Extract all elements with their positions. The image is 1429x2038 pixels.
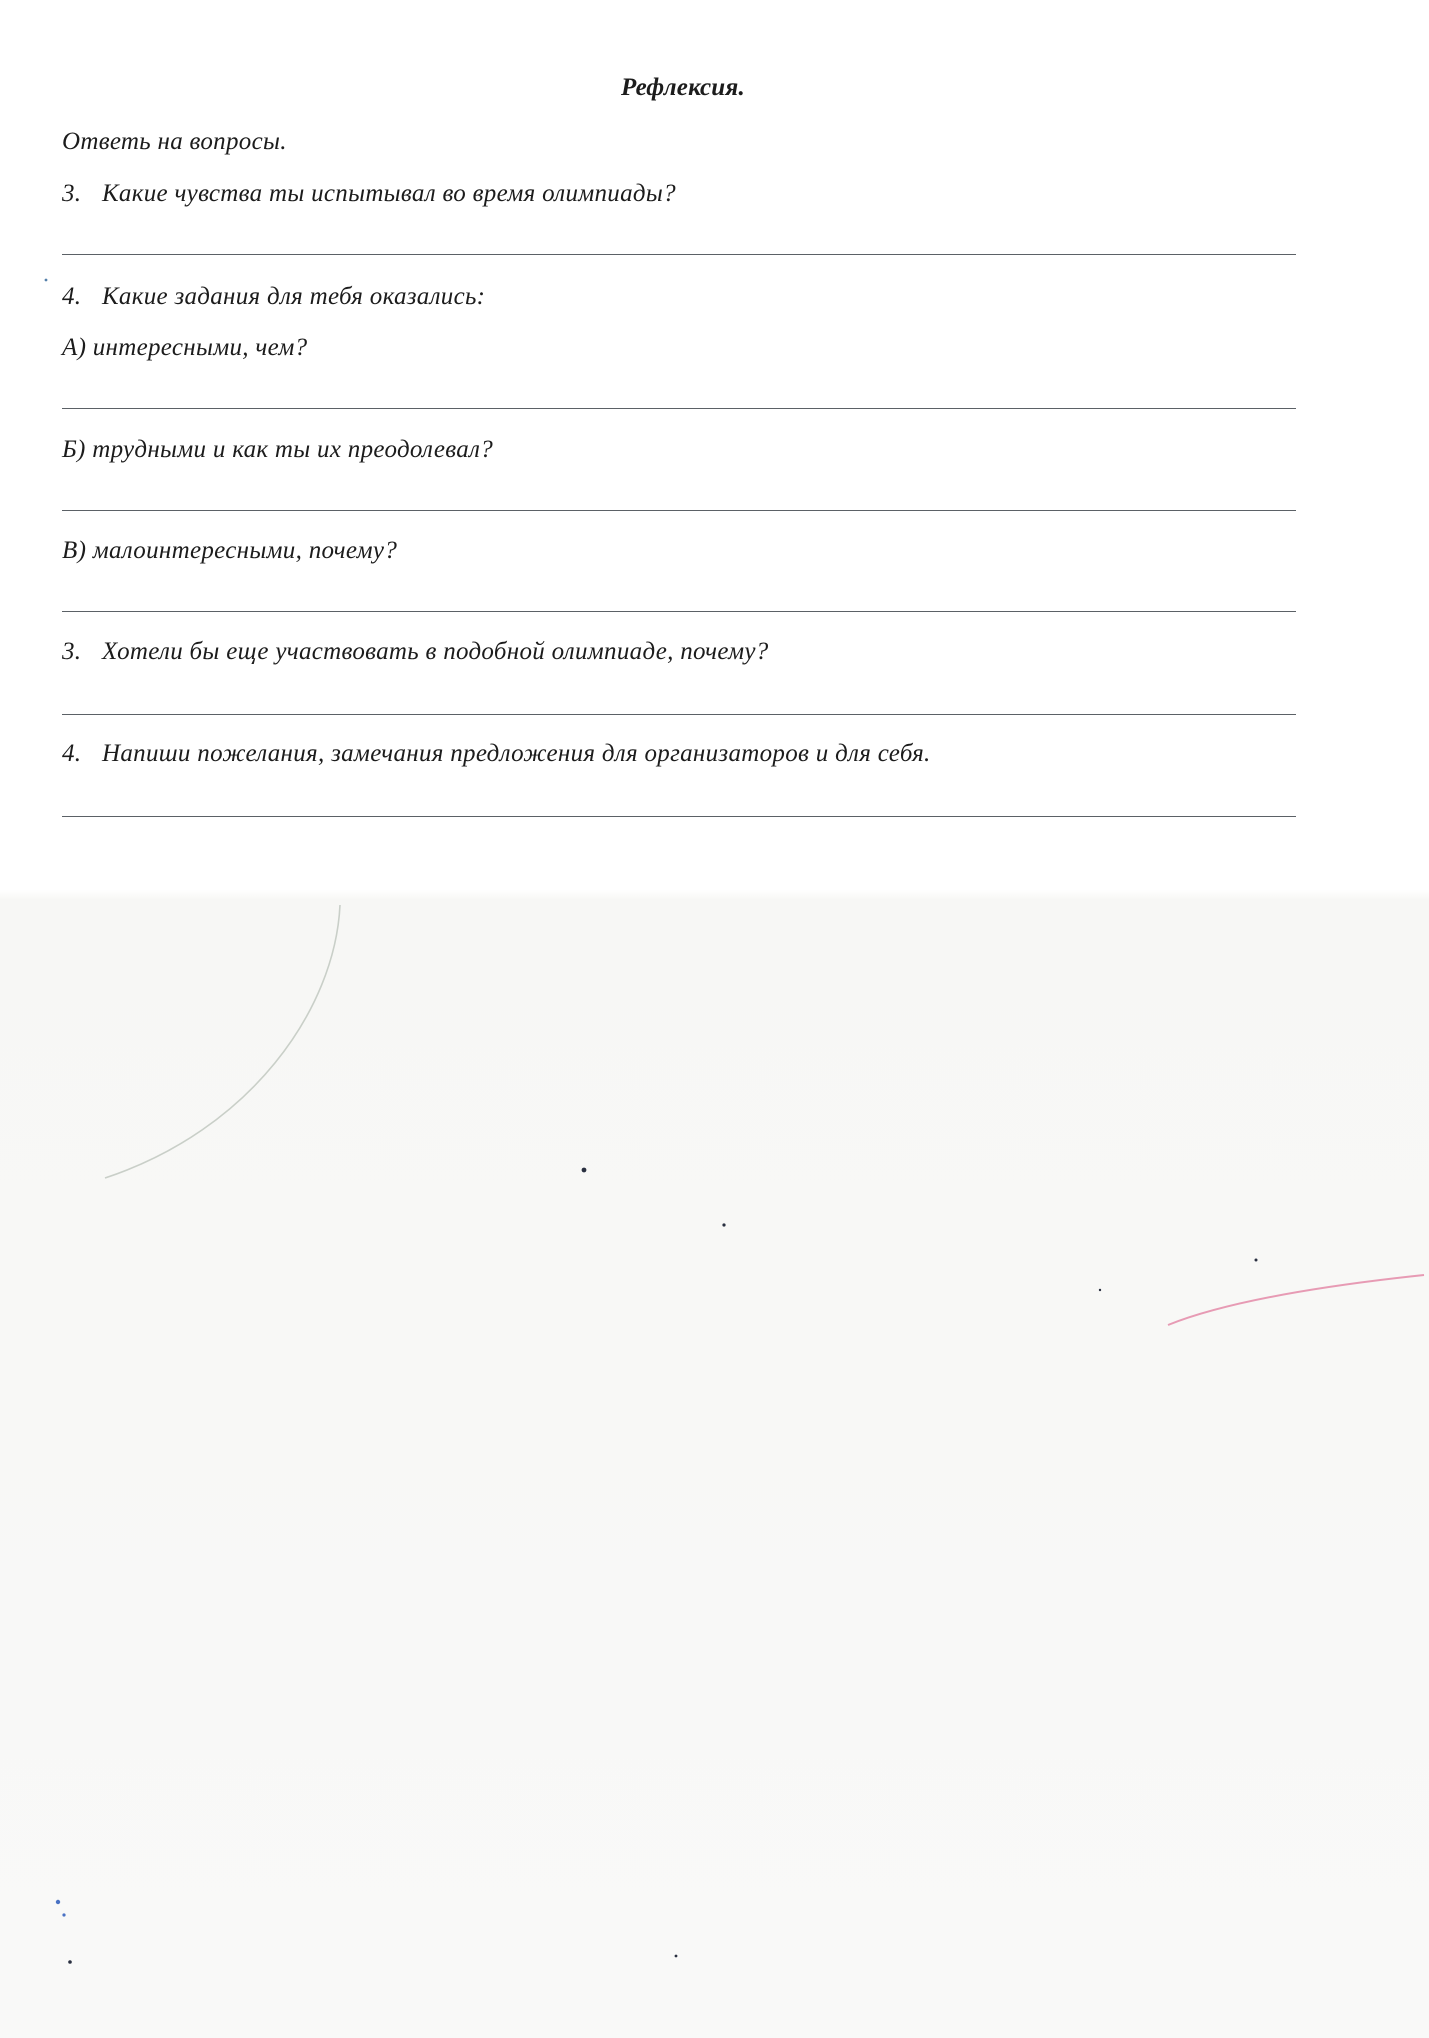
question-text: Какие задания для тебя оказались: xyxy=(102,283,486,310)
dust-speck xyxy=(45,279,48,282)
question-tasks xyxy=(62,283,485,311)
dust-speck xyxy=(722,1223,725,1226)
question-text: Напиши пожелания, замечания предложения для организаторов и для себя. xyxy=(102,740,931,767)
dust-speck xyxy=(1255,1259,1258,1262)
question-feelings xyxy=(62,180,676,208)
answer-line-difficult[interactable] xyxy=(62,510,1296,511)
answer-line-uninteresting[interactable] xyxy=(62,611,1296,612)
dust-speck xyxy=(62,1913,65,1916)
pink-pen-mark xyxy=(1168,1275,1424,1325)
answer-line-feelings[interactable] xyxy=(62,254,1296,255)
question-text: Хотели бы еще участвовать в подобной олимпиаде, почему? xyxy=(102,638,769,665)
question-number: 4. xyxy=(62,740,82,767)
subquestion-interesting: А) интересными, чем? xyxy=(62,334,308,361)
question-wishes xyxy=(62,740,931,768)
instructions: Ответь на вопросы. xyxy=(62,128,287,155)
question-text: Какие чувства ты испытывал во время олимпиады? xyxy=(102,180,676,207)
pencil-arc-mark xyxy=(105,905,340,1178)
dust-speck xyxy=(582,1168,587,1173)
dust-speck xyxy=(56,1900,60,1904)
dust-speck xyxy=(1099,1289,1101,1291)
dust-speck xyxy=(675,1955,678,1958)
subquestion-uninteresting: В) малоинтересными, почему? xyxy=(62,537,398,564)
answer-line-interesting[interactable] xyxy=(62,408,1296,409)
question-number: 4. xyxy=(62,283,82,310)
subquestion-difficult: Б) трудными и как ты их преодолевал? xyxy=(62,436,494,463)
answer-line-wishes[interactable] xyxy=(62,816,1296,817)
dust-speck xyxy=(68,1960,72,1964)
question-participate-again xyxy=(62,638,769,666)
question-number: 3. xyxy=(62,638,82,665)
page-title: Рефлексия. xyxy=(621,74,745,101)
answer-line-participate-again[interactable] xyxy=(62,714,1296,715)
question-number: 3. xyxy=(62,180,82,207)
